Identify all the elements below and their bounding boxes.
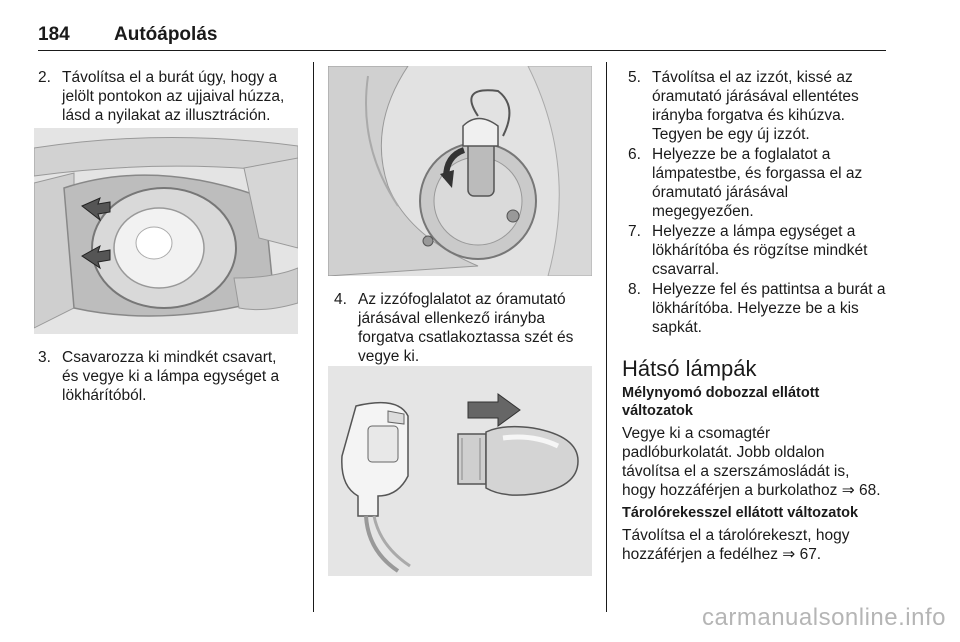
step-8 xyxy=(628,280,890,338)
subsection-heading-line: Mélynyomó dobozzal ellátott xyxy=(622,385,820,401)
chapter-title: Autóápolás xyxy=(114,24,218,45)
step-4 xyxy=(334,290,602,368)
section-heading: Hátsó lámpák xyxy=(622,356,757,381)
step-text-line: Távolítsa el a burát úgy, hogy a xyxy=(62,69,278,86)
paragraph-line: Vegye ki a csomagtér xyxy=(622,425,771,442)
step-text-line: Helyezze fel és pattintsa a burát a xyxy=(652,281,886,298)
column-divider-left xyxy=(313,62,314,612)
paragraph-line: padlóburkolatát. Jobb oldalon xyxy=(622,444,825,461)
step-text-line: lökhárítóba. Helyezze be a kis xyxy=(652,300,859,317)
step-text-line: és vegye ki a lámpa egységet a xyxy=(62,368,280,385)
step-text-line: csavarral. xyxy=(652,261,720,278)
watermark: carmanualsonline.info xyxy=(702,604,946,631)
step-number: 2. xyxy=(38,69,51,86)
paragraph-line: hozzáférjen a fedélhez ⇒ 67. xyxy=(622,546,822,563)
step-number: 8. xyxy=(628,281,641,298)
paragraph-line: hogy hozzáférjen a burkolathoz ⇒ 68. xyxy=(622,482,881,499)
step-text-line: irányba forgatva és kihúzva. xyxy=(652,107,845,124)
step-text-line: lökhárítóból. xyxy=(62,387,147,404)
step-text-line: lökhárítóba és rögzítse mindkét xyxy=(652,242,868,259)
step-7 xyxy=(628,222,888,280)
step-2 xyxy=(38,68,306,126)
step-text-line: forgatva csatlakoztassa szét és xyxy=(358,329,574,346)
step-text-line: Az izzófoglalatot az óramutató xyxy=(358,291,566,308)
subsection-heading-line: változatok xyxy=(622,403,693,419)
step-text-line: sapkát. xyxy=(652,319,702,336)
step-text-line: lásd a nyilakat az illusztráción. xyxy=(62,107,271,124)
paragraph-line: távolítsa el a szerszámosládát is, xyxy=(622,463,850,480)
paragraph-line: Távolítsa el a tárolórekeszt, hogy xyxy=(622,527,850,544)
step-text-line: jelölt pontokon az ujjaival húzza, xyxy=(62,88,285,105)
step-5 xyxy=(628,68,888,146)
step-text-line: óramutató járásával ellentétes xyxy=(652,88,859,105)
step-text-line: Távolítsa el az izzót, kissé az xyxy=(652,69,853,86)
step-text-line: Csavarozza ki mindkét csavart, xyxy=(62,349,277,366)
step-number: 3. xyxy=(38,349,51,366)
step-6 xyxy=(628,145,888,223)
step-number: 5. xyxy=(628,69,641,86)
page-number: 184 xyxy=(38,24,70,45)
step-text-line: járásával ellenkező irányba xyxy=(358,310,545,327)
step-text-line: Tegyen be egy új izzót. xyxy=(652,126,810,143)
subsection-heading-2: Tárolórekesszel ellátott változatok xyxy=(622,505,859,521)
step-text-line: óramutató járásával xyxy=(652,184,789,201)
step-text-line: Helyezze a lámpa egységet a xyxy=(652,223,856,240)
page-header xyxy=(38,22,886,51)
step-3 xyxy=(38,348,306,406)
subsection-heading-1 xyxy=(622,384,819,420)
figure-bulb-socket-rotation xyxy=(328,66,592,276)
step-text-line: megegyezően. xyxy=(652,203,754,220)
step-text-line: vegye ki. xyxy=(358,348,420,365)
step-number: 7. xyxy=(628,223,641,240)
paragraph-2 xyxy=(622,526,849,564)
figure-fog-lamp-bumper xyxy=(34,128,298,334)
figure-bulb-removal xyxy=(328,366,592,576)
step-text-line: Helyezze be a foglalatot a xyxy=(652,146,831,163)
step-number: 6. xyxy=(628,146,641,163)
step-text-line: lámpatestbe, és forgassa el az xyxy=(652,165,863,182)
column-divider-right xyxy=(606,62,607,612)
step-number: 4. xyxy=(334,291,347,308)
paragraph-1 xyxy=(622,424,881,500)
